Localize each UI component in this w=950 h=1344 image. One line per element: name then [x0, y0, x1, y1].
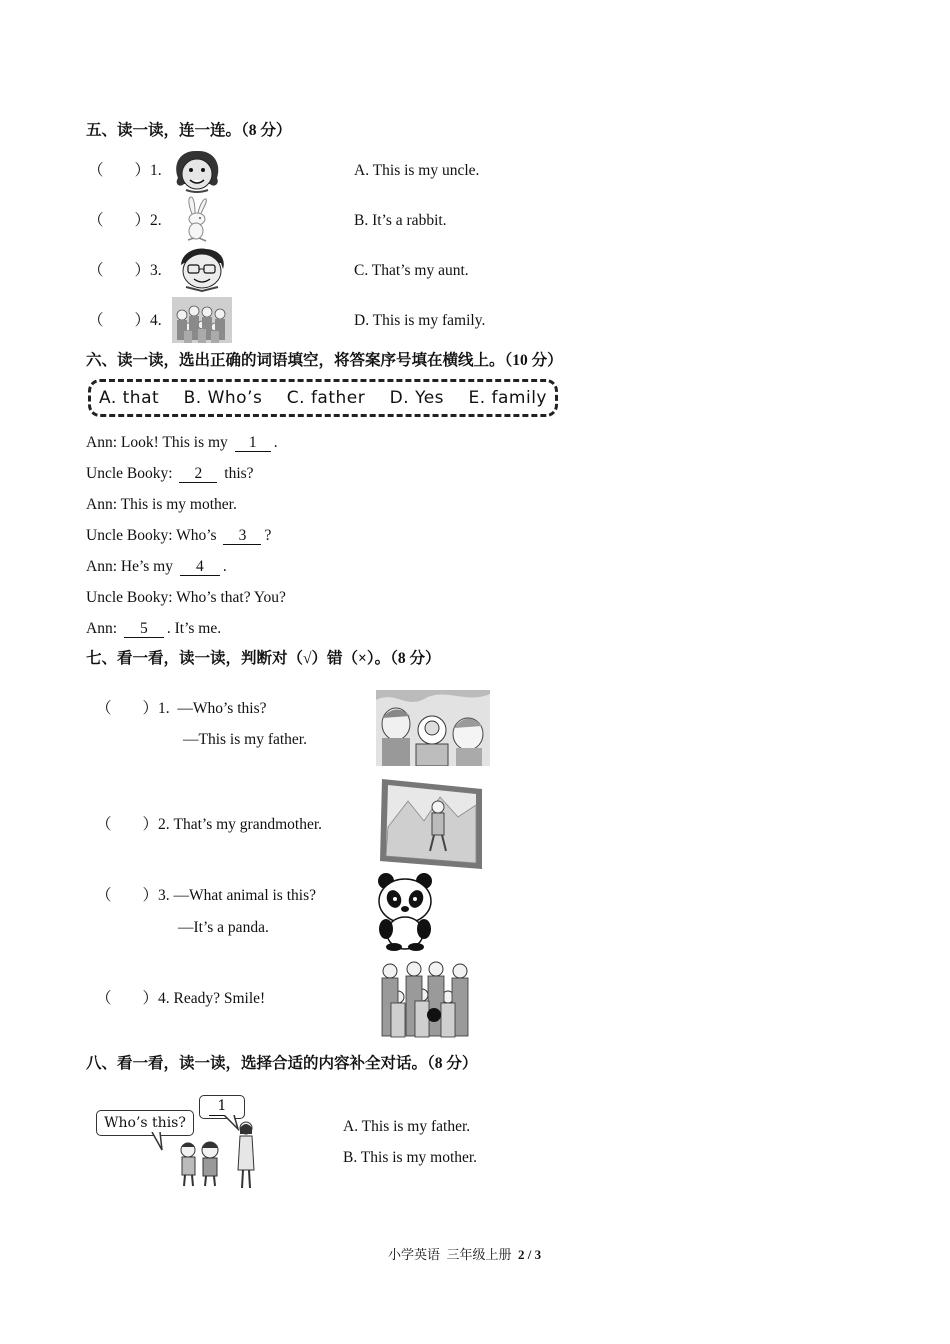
- blank-2[interactable]: 2: [179, 465, 217, 483]
- word-bank-box: [88, 379, 558, 417]
- dialogue-line-1: Ann: Look! This is my 1 .: [86, 434, 278, 451]
- footer-total-pages: 3: [534, 1247, 542, 1262]
- s5-item-4-paren: （ ）4.: [88, 312, 162, 329]
- speech-bubble-question: Who’s this?: [96, 1110, 194, 1136]
- footer-sep: /: [524, 1247, 535, 1262]
- s5-item-1-paren: （ ）1.: [88, 162, 162, 179]
- s7-item-1-line1: （ ）1. —Who’s this?: [96, 700, 267, 717]
- dialogue-line-4: Uncle Booky: Who’s 3 ?: [86, 527, 272, 544]
- section8-heading: 八、看一看，读一读，选择合适的内容补全对话。（8 分）: [86, 1055, 478, 1072]
- s7-item-2-line1: （ ）2. That’s my grandmother.: [96, 816, 323, 833]
- section6-heading: 六、读一读，选出正确的词语填空，将答案序号填在横线上。（10 分）: [86, 352, 563, 369]
- blank-4[interactable]: 4: [180, 558, 220, 576]
- s5-item-2-paren: （ ）2.: [88, 212, 162, 229]
- dialogue-line-5: Ann: He’s my 4 .: [86, 558, 227, 575]
- section5-heading: 五、读一读，连一连。（8 分）: [86, 122, 292, 139]
- dialogue-line-6: Uncle Booky: Who’s that? You?: [86, 589, 286, 606]
- s5-option-d: D. This is my family.: [354, 312, 486, 329]
- s7-item-1-line2: —This is my father.: [183, 731, 307, 748]
- family-group-icon: [376, 959, 474, 1039]
- s7-item-3-line2: —It’s a panda.: [178, 919, 269, 936]
- bubble-blank-1[interactable]: 1: [209, 1098, 235, 1116]
- speech-bubble-tail-icon: [150, 1132, 170, 1152]
- children-and-woman-icon: [178, 1120, 264, 1190]
- girl-face-icon: [172, 148, 222, 194]
- panda-icon: [372, 871, 438, 951]
- footer-page-number: 2: [518, 1247, 525, 1262]
- s7-item-3-line1: （ ）3. —What animal is this?: [96, 887, 316, 904]
- s8-option-b: B. This is my mother.: [343, 1149, 478, 1166]
- dialogue-line-2: Uncle Booky: 2 this?: [86, 465, 254, 482]
- blank-5[interactable]: 5: [124, 620, 164, 638]
- word-option-b: B. Who’s: [183, 388, 263, 408]
- word-option-a: A. that: [99, 388, 160, 408]
- word-option-c: C. father: [286, 388, 366, 408]
- dialogue-line-7: Ann: 5 . It’s me.: [86, 620, 222, 637]
- word-option-e: E. family: [468, 388, 547, 408]
- page-footer: [388, 1246, 541, 1264]
- footer-text: 小学英语 三年级上册: [388, 1247, 519, 1262]
- family-photo-icon: [172, 297, 232, 343]
- word-option-d: D. Yes: [389, 388, 445, 408]
- photo-album-icon: [376, 690, 490, 766]
- section7-heading: 七、看一看，读一读，判断对（√）错（×）。（8 分）: [86, 650, 441, 667]
- s5-option-c: C. That’s my aunt.: [354, 262, 469, 279]
- s5-option-a: A. This is my uncle.: [354, 162, 480, 179]
- boy-face-icon: [176, 247, 228, 293]
- s5-option-b: B. It’s a rabbit.: [354, 212, 447, 229]
- dialogue-line-3: Ann: This is my mother.: [86, 496, 237, 513]
- rabbit-icon: [178, 196, 214, 244]
- s8-option-a: A. This is my father.: [343, 1118, 471, 1135]
- blank-1[interactable]: 1: [235, 434, 271, 452]
- s7-item-4-line1: （ ）4. Ready? Smile!: [96, 990, 266, 1007]
- s5-item-3-paren: （ ）3.: [88, 262, 162, 279]
- framed-picture-icon: [378, 777, 486, 871]
- blank-3[interactable]: 3: [223, 527, 261, 545]
